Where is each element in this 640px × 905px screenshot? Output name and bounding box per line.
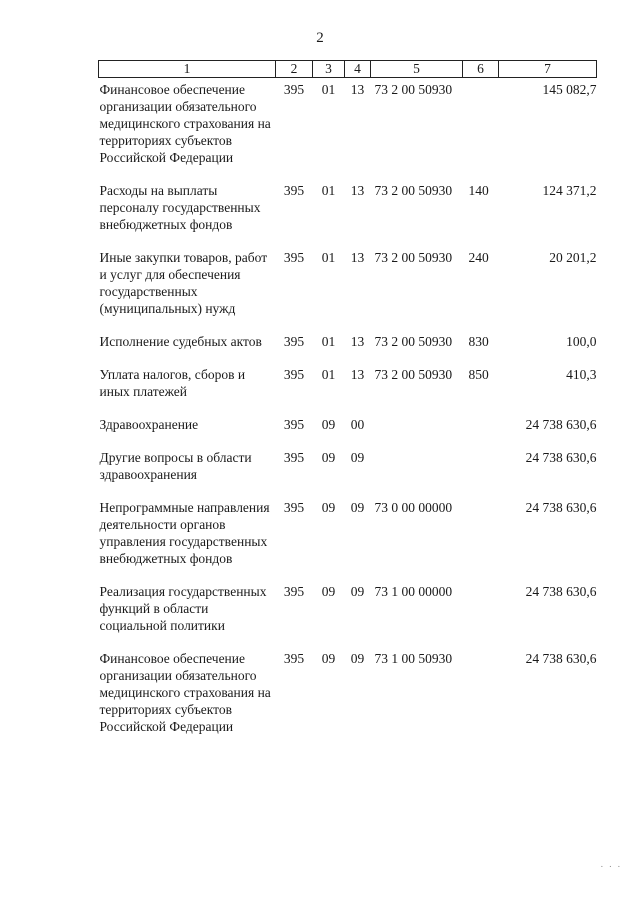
row-csr: 73 2 00 50930 <box>374 183 453 198</box>
row-rz: 01 <box>321 183 336 198</box>
row-vr <box>463 416 499 449</box>
row-csr: 73 2 00 50930 <box>374 334 453 349</box>
row-vr: 850 <box>468 367 489 382</box>
row-name: Иные закупки товаров, работ и услуг для обеспечения государственных (муниципальных) нужд <box>99 250 268 316</box>
table-row <box>99 449 597 499</box>
row-vr: 140 <box>468 183 489 198</box>
header-col-6: 6 <box>463 61 499 78</box>
row-csr <box>371 416 463 449</box>
row-amount: 124 371,2 <box>542 183 597 198</box>
row-vr <box>463 449 499 499</box>
row-amount: 100,0 <box>566 334 597 349</box>
row-pr: 13 <box>350 183 365 198</box>
row-gl: 395 <box>283 417 305 432</box>
row-rz: 01 <box>321 334 336 349</box>
header-col-7: 7 <box>499 61 597 78</box>
budget-table <box>98 60 597 751</box>
row-csr: 73 1 00 50930 <box>374 651 453 666</box>
row-pr: 09 <box>350 584 365 599</box>
row-rz: 01 <box>321 82 336 97</box>
row-pr: 00 <box>350 417 365 432</box>
row-amount: 20 201,2 <box>549 250 597 265</box>
table-row <box>99 499 597 583</box>
row-pr: 09 <box>350 450 365 465</box>
corner-mark: . . . <box>600 859 622 869</box>
header-col-5: 5 <box>371 61 463 78</box>
table-row <box>99 182 597 249</box>
row-gl: 395 <box>283 334 305 349</box>
page-number: 2 <box>316 30 324 46</box>
row-name: Исполнение судебных актов <box>99 334 262 349</box>
table-row <box>99 650 597 751</box>
row-gl: 395 <box>283 82 305 97</box>
row-name: Здравоохранение <box>99 417 199 432</box>
row-rz: 09 <box>321 500 336 515</box>
row-amount: 24 738 630,6 <box>525 584 597 599</box>
row-gl: 395 <box>283 584 305 599</box>
table-row <box>99 583 597 650</box>
row-gl: 395 <box>283 500 305 515</box>
row-name: Финансовое обеспечение организации обязательного медицинского страхования на территориях субъектов Российской Федерации <box>99 651 271 734</box>
row-pr: 09 <box>350 500 365 515</box>
table-row <box>99 249 597 333</box>
row-pr: 13 <box>350 367 365 382</box>
row-pr: 13 <box>350 82 365 97</box>
row-csr: 73 2 00 50930 <box>374 250 453 265</box>
row-name: Реализация государственных функций в области социальной политики <box>99 584 267 633</box>
row-rz: 01 <box>321 250 336 265</box>
row-pr: 09 <box>350 651 365 666</box>
row-vr: 830 <box>468 334 489 349</box>
row-gl: 395 <box>283 183 305 198</box>
row-rz: 09 <box>321 450 336 465</box>
row-amount: 410,3 <box>566 367 597 382</box>
row-gl: 395 <box>283 367 305 382</box>
row-gl: 395 <box>283 250 305 265</box>
row-csr: 73 0 00 00000 <box>374 500 453 515</box>
row-rz: 01 <box>321 367 336 382</box>
table-body <box>99 78 597 752</box>
row-amount: 24 738 630,6 <box>525 651 597 666</box>
row-rz: 09 <box>321 417 336 432</box>
row-amount: 145 082,7 <box>542 82 597 97</box>
row-csr: 73 1 00 00000 <box>374 584 453 599</box>
row-gl: 395 <box>283 651 305 666</box>
table-row <box>99 333 597 366</box>
row-vr: 240 <box>468 250 489 265</box>
row-rz: 09 <box>321 584 336 599</box>
row-name: Уплата налогов, сборов и иных платежей <box>99 367 246 399</box>
row-name: Расходы на выплаты персоналу государственных внебюджетных фондов <box>99 183 261 232</box>
header-row <box>99 61 597 78</box>
row-csr <box>371 449 463 499</box>
row-name: Финансовое обеспечение организации обязательного медицинского страхования на территориях субъектов Российской Федерации <box>99 82 271 165</box>
row-vr <box>463 499 499 583</box>
row-name: Другие вопросы в области здравоохранения <box>99 450 252 482</box>
row-rz: 09 <box>321 651 336 666</box>
row-vr <box>463 78 499 183</box>
row-csr: 73 2 00 50930 <box>374 82 453 97</box>
row-name: Непрограммные направления деятельности органов управления государственных внебюджетных фондов <box>99 500 270 566</box>
table-row <box>99 416 597 449</box>
row-amount: 24 738 630,6 <box>525 417 597 432</box>
table-row <box>99 366 597 416</box>
header-col-2: 2 <box>276 61 313 78</box>
table-header <box>99 61 597 78</box>
header-col-3: 3 <box>313 61 345 78</box>
row-amount: 24 738 630,6 <box>525 500 597 515</box>
row-vr <box>463 583 499 650</box>
row-gl: 395 <box>283 450 305 465</box>
header-col-4: 4 <box>345 61 371 78</box>
row-vr <box>463 650 499 751</box>
row-amount: 24 738 630,6 <box>525 450 597 465</box>
row-pr: 13 <box>350 250 365 265</box>
row-pr: 13 <box>350 334 365 349</box>
table-row <box>99 78 597 183</box>
header-col-1: 1 <box>99 61 276 78</box>
row-csr: 73 2 00 50930 <box>374 367 453 382</box>
